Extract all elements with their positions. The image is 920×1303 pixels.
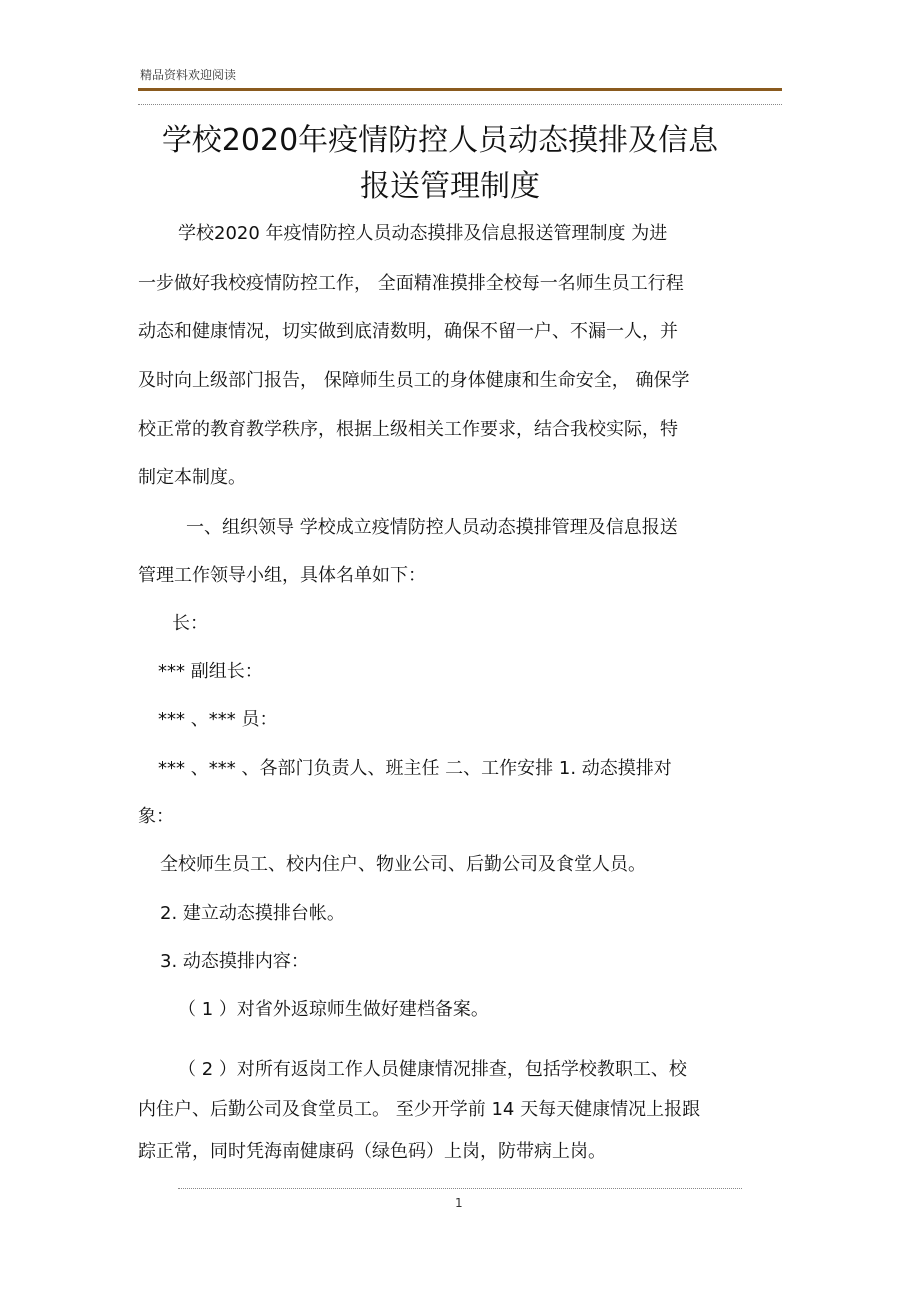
header-rule-thick — [138, 88, 782, 91]
page-number: 1 — [455, 1196, 463, 1210]
paragraph-line: 踪正常，同时凭海南健康码（绿色码）上岗，防带病上岗。 — [138, 1141, 606, 1162]
paragraph-line: 一步做好我校疫情防控工作， 全面精准摸排全校每一名师生员工行程 — [138, 273, 684, 294]
list-line: 长： — [172, 613, 208, 634]
paragraph-line: 全校师生员工、校内住户、物业公司、后勤公司及食堂人员。 — [160, 854, 646, 875]
paragraph-line: 及时向上级部门报告， 保障师生员工的身体健康和生命安全， 确保学 — [138, 370, 690, 391]
header-rule-dotted — [138, 104, 782, 105]
document-title-line-2: 报送管理制度 — [360, 169, 540, 204]
list-line: *** 、*** 员： — [158, 709, 278, 730]
paragraph-line: 学校2020 年疫情防控人员动态摸排及信息报送管理制度 为进 — [178, 223, 668, 244]
footer-rule — [178, 1188, 742, 1189]
paragraph-line: 校正常的教育教学秩序，根据上级相关工作要求，结合我校实际，特 — [138, 419, 678, 440]
numbered-subitem: （ 2 ）对所有返岗工作人员健康情况排查，包括学校教职工、校 — [178, 1059, 687, 1080]
section-heading-line: 一、组织领导 学校成立疫情防控人员动态摸排管理及信息报送 — [186, 517, 678, 538]
numbered-item: 2. 建立动态摸排台帐。 — [160, 903, 345, 924]
list-line: *** 、*** 、各部门负责人、班主任 二、工作安排 1. 动态摸排对 — [158, 758, 672, 779]
paragraph-line: 动态和健康情况，切实做到底清数明，确保不留一户、不漏一人，并 — [138, 321, 678, 342]
header-text: 精品资料欢迎阅读 — [140, 68, 237, 82]
list-line: *** 副组长： — [158, 661, 263, 682]
numbered-item: 3. 动态摸排内容： — [160, 951, 309, 972]
document-title-line-1: 学校2020年疫情防控人员动态摸排及信息 — [161, 123, 719, 158]
paragraph-line: 象： — [138, 806, 174, 827]
numbered-subitem: （ 1 ）对省外返琼师生做好建档备案。 — [178, 999, 489, 1020]
paragraph-line: 管理工作领导小组，具体名单如下： — [138, 565, 426, 586]
paragraph-line: 内住户、后勤公司及食堂员工。 至少开学前 14 天每天健康情况上报跟 — [138, 1099, 701, 1120]
paragraph-line: 制定本制度。 — [138, 467, 246, 488]
